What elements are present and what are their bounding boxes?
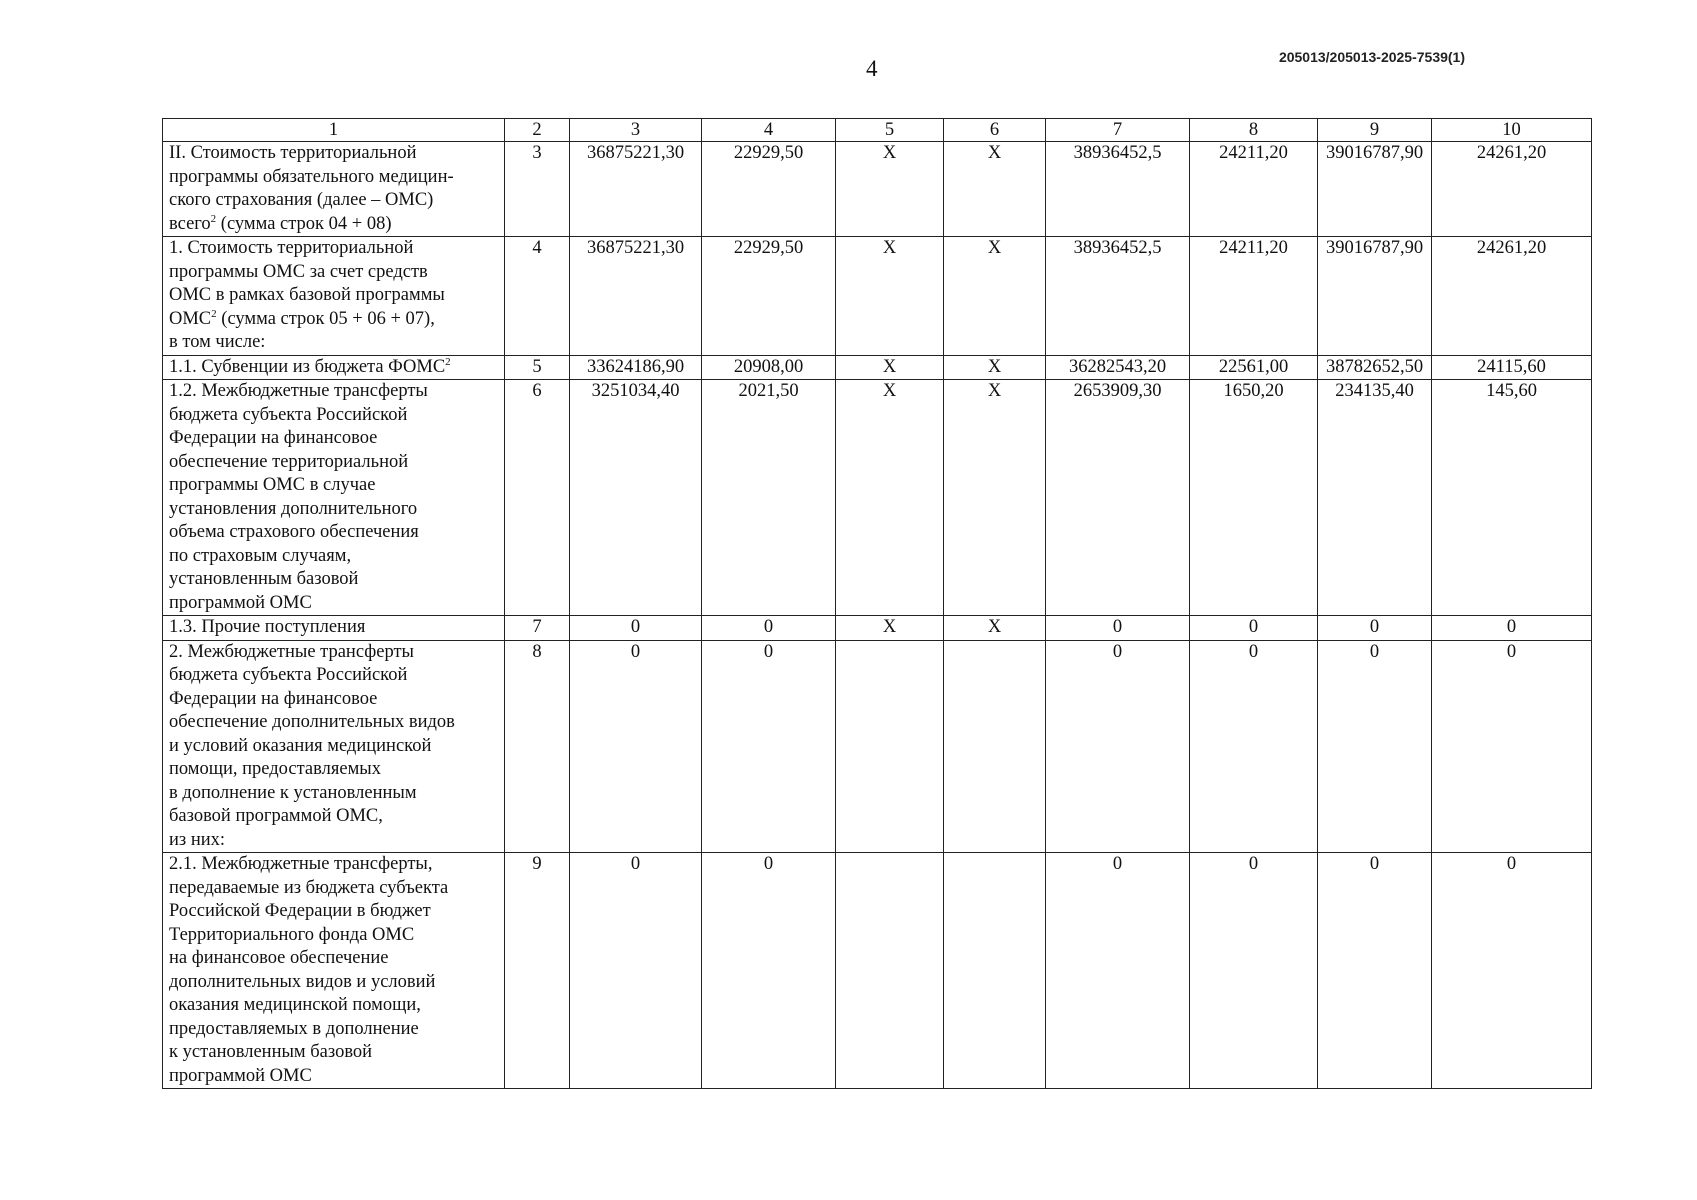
row-label-line: программы обязательного медицин- (169, 166, 454, 187)
value-cell-col-8: 22561,00 (1190, 355, 1318, 380)
footnote-marker: 2 (445, 355, 451, 368)
row-label-line: программы ОМС за счет средств (169, 261, 428, 282)
value-cell-col-6: X (944, 355, 1046, 380)
row-code: 4 (505, 237, 570, 356)
value-cell-col-8: 24211,20 (1190, 142, 1318, 237)
row-label-line: дополнительных видов и условий (169, 971, 436, 992)
financial-table (162, 118, 1592, 1089)
value-cell-col-9: 0 (1318, 616, 1432, 641)
row-label-line: программой ОМС (169, 1065, 312, 1086)
row-label (163, 142, 505, 237)
row-label-line: Федерации на финансовое (169, 688, 378, 709)
value-cell-col-8: 0 (1190, 616, 1318, 641)
column-number-9: 9 (1318, 119, 1432, 142)
row-label-line: базовой программой ОМС, (169, 806, 383, 826)
row-code: 8 (505, 640, 570, 853)
value-cell-col-10: 145,60 (1432, 380, 1592, 616)
row-label-line: ского страхования (далее – ОМС) (169, 190, 434, 210)
value-cell-col-3: 33624186,90 (570, 355, 702, 380)
value-cell-col-7: 0 (1046, 640, 1190, 853)
column-number-2: 2 (505, 119, 570, 142)
table-row (163, 355, 1592, 380)
row-label-line: из них: (169, 829, 226, 850)
row-label-line: оказания медицинской помощи, (169, 995, 421, 1015)
value-cell-col-9: 0 (1318, 640, 1432, 853)
table-row (163, 616, 1592, 641)
row-label-line: передаваемые из бюджета субъекта (169, 877, 449, 898)
row-code: 3 (505, 142, 570, 237)
row-label-line: предоставляемых в дополнение (169, 1018, 419, 1039)
table-row (163, 380, 1592, 616)
value-cell-col-10: 0 (1432, 640, 1592, 853)
table-row (163, 142, 1592, 237)
row-label-line: Территориального фонда ОМС (169, 924, 415, 945)
row-label-line: Федерации на финансовое (169, 428, 378, 448)
row-label-line: в том числе: (169, 332, 266, 352)
value-cell-col-3: 0 (570, 853, 702, 1089)
column-number-7: 7 (1046, 119, 1190, 142)
row-label-line: 1.1. Субвенции из бюджета ФОМС$^2$ (169, 355, 451, 377)
value-cell-col-5 (836, 640, 944, 853)
row-label-line: программы ОМС в случае (169, 475, 376, 495)
column-number-3: 3 (570, 119, 702, 142)
value-cell-col-6 (944, 640, 1046, 853)
value-cell-col-9: 0 (1318, 853, 1432, 1089)
column-number-6: 6 (944, 119, 1046, 142)
row-label-line: установленным базовой (169, 569, 359, 589)
row-code: 7 (505, 616, 570, 641)
row-label-line: и условий оказания медицинской (169, 735, 432, 756)
row-code: 9 (505, 853, 570, 1089)
value-cell-col-8: 0 (1190, 640, 1318, 853)
footnote-marker: 2 (210, 212, 217, 225)
row-label-line: II. Стоимость территориальной (169, 143, 417, 163)
value-cell-col-8: 24211,20 (1190, 237, 1318, 356)
row-code: 6 (505, 380, 570, 616)
row-label (163, 616, 505, 641)
value-cell-col-3: 36875221,30 (570, 237, 702, 356)
row-label-line: 2. Межбюджетные трансферты (169, 641, 414, 662)
table-row (163, 640, 1592, 853)
row-label-line: помощи, предоставляемых (169, 759, 381, 779)
page-number: 4 (866, 56, 878, 81)
value-cell-col-7: 38936452,5 (1046, 142, 1190, 237)
value-cell-col-6: X (944, 616, 1046, 641)
row-label-line: в дополнение к установленным (169, 782, 417, 803)
column-number-4: 4 (702, 119, 836, 142)
value-cell-col-4: 20908,00 (702, 355, 836, 380)
column-number-row (163, 119, 1592, 142)
value-cell-col-4: 0 (702, 640, 836, 853)
row-label-line: к установленным базовой (169, 1042, 373, 1062)
value-cell-col-6: X (944, 380, 1046, 616)
value-cell-col-6 (944, 853, 1046, 1089)
value-cell-col-7: 0 (1046, 853, 1190, 1089)
value-cell-col-5 (836, 853, 944, 1089)
row-label-line: ОМС в рамках базовой программы (169, 285, 445, 305)
table-row (163, 237, 1592, 356)
value-cell-col-9: 39016787,90 (1318, 237, 1432, 356)
row-label (163, 355, 505, 380)
row-label-line: установления дополнительного (169, 498, 418, 519)
column-number-8: 8 (1190, 119, 1318, 142)
value-cell-col-3: 36875221,30 (570, 142, 702, 237)
value-cell-col-10: 24261,20 (1432, 142, 1592, 237)
value-cell-col-5: X (836, 380, 944, 616)
column-number-1: 1 (163, 119, 505, 142)
value-cell-col-7: 36282543,20 (1046, 355, 1190, 380)
value-cell-col-5: X (836, 355, 944, 380)
row-label-line: 1.2. Межбюджетные трансферты (169, 381, 428, 401)
value-cell-col-5: X (836, 142, 944, 237)
value-cell-col-10: 24261,20 (1432, 237, 1592, 356)
value-cell-col-5: X (836, 237, 944, 356)
value-cell-col-3: 0 (570, 616, 702, 641)
value-cell-col-7: 2653909,30 (1046, 380, 1190, 616)
value-cell-col-4: 0 (702, 853, 836, 1089)
row-label (163, 640, 505, 853)
value-cell-col-9: 38782652,50 (1318, 355, 1432, 380)
value-cell-col-9: 234135,40 (1318, 380, 1432, 616)
value-cell-col-10: 0 (1432, 616, 1592, 641)
value-cell-col-6: X (944, 237, 1046, 356)
row-label-line: бюджета субъекта Российской (169, 404, 408, 425)
row-label (163, 380, 505, 616)
footnote-marker: 2 (211, 307, 217, 320)
value-cell-col-4: 22929,50 (702, 237, 836, 356)
value-cell-col-5: X (836, 616, 944, 641)
value-cell-col-7: 38936452,5 (1046, 237, 1190, 356)
value-cell-col-3: 3251034,40 (570, 380, 702, 616)
value-cell-col-10: 0 (1432, 853, 1592, 1089)
value-cell-col-4: 22929,50 (702, 142, 836, 237)
value-cell-col-8: 1650,20 (1190, 380, 1318, 616)
column-number-5: 5 (836, 119, 944, 142)
row-label (163, 853, 505, 1089)
value-cell-col-7: 0 (1046, 616, 1190, 641)
row-label-line: ОМС$^2$ (сумма строк 05 + 06 + 07), (169, 307, 435, 329)
value-cell-col-4: 0 (702, 616, 836, 641)
row-label-line: всего$^2$ (сумма строк 04 + 08) (169, 212, 392, 234)
column-number-10: 10 (1432, 119, 1592, 142)
document-id: 205013/205013-2025-7539(1) (1278, 49, 1465, 65)
row-label-line: обеспечение дополнительных видов (169, 712, 455, 732)
row-label-line: по страховым случаям, (169, 545, 352, 566)
row-label-line: программой ОМС (169, 592, 312, 613)
value-cell-col-4: 2021,50 (702, 380, 836, 616)
row-label-line: объема страхового обеспечения (169, 522, 419, 542)
row-label-line: 1. Стоимость территориальной (169, 238, 414, 258)
row-label-line: бюджета субъекта Российской (169, 665, 408, 685)
value-cell-col-3: 0 (570, 640, 702, 853)
row-label-line: 1.3. Прочие поступления (169, 617, 366, 637)
row-label-line: на финансовое обеспечение (169, 948, 389, 968)
row-label-line: обеспечение территориальной (169, 451, 409, 472)
value-cell-col-9: 39016787,90 (1318, 142, 1432, 237)
value-cell-col-6: X (944, 142, 1046, 237)
row-label (163, 237, 505, 356)
row-label-line: 2.1. Межбюджетные трансферты, (169, 854, 433, 874)
table-row (163, 853, 1592, 1089)
row-label-line: Российской Федерации в бюджет (169, 901, 431, 921)
value-cell-col-8: 0 (1190, 853, 1318, 1089)
value-cell-col-10: 24115,60 (1432, 355, 1592, 380)
row-code: 5 (505, 355, 570, 380)
